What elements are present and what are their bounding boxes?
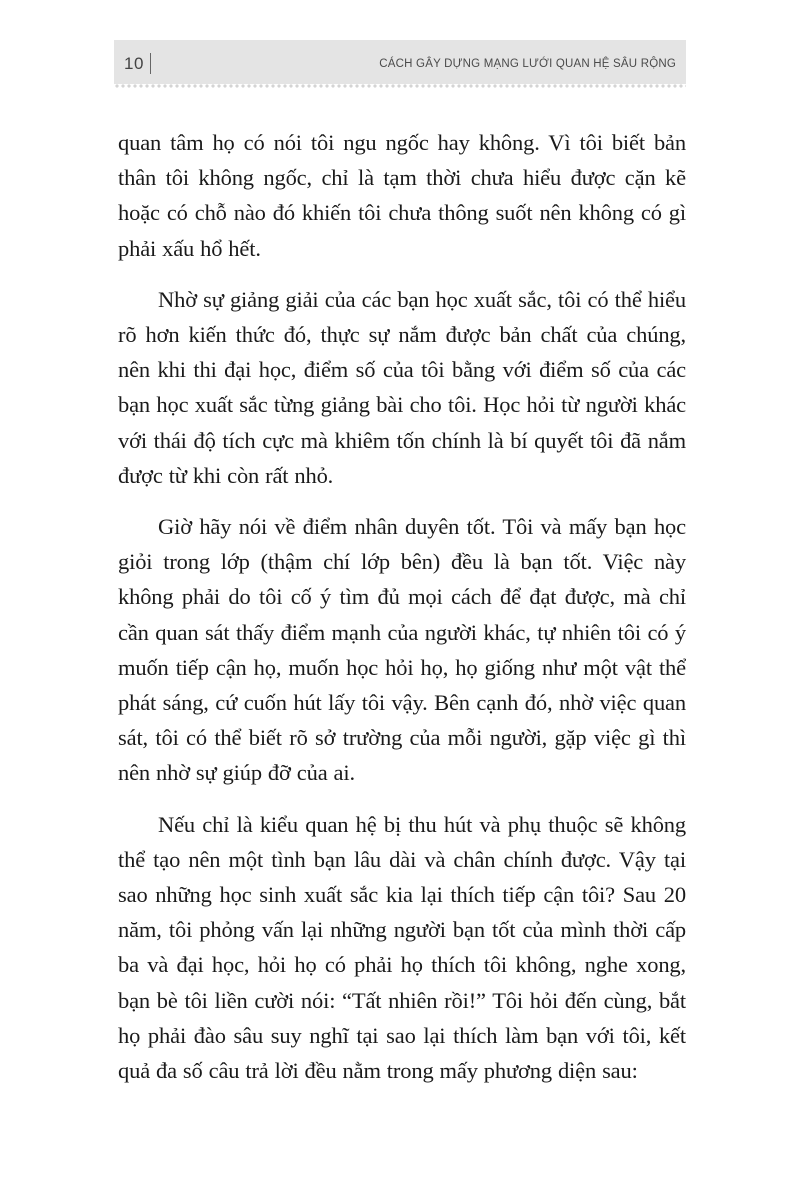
body-text (118, 125, 686, 1104)
paragraph-continuation: quan tâm họ có nói tôi ngu ngốc hay không. Vì tôi biết bản thân tôi không ngốc, chỉ là tạm thời chưa hiểu được cặn kẽ hoặc có chỗ nào đó khiến tôi chưa thông suốt nên không có gì phải xấu hổ hết. (118, 130, 686, 261)
header-dotted-border (114, 82, 686, 90)
page-number: 10 (124, 54, 144, 73)
paragraph: Nhờ sự giảng giải của các bạn học xuất sắc, tôi có thể hiểu rõ hơn kiến thức đó, thực sự nắm được bản chất của chúng, nên khi thi đại học, điểm số của tôi bằng với điểm số của các bạn học xuất sắc từng giảng bài cho tôi. Học hỏi từ người khác với thái độ tích cực mà khiêm tốn chính là bí quyết tôi đã nắm được từ khi còn rất nhỏ. (118, 286, 686, 488)
paragraph: Nếu chỉ là kiểu quan hệ bị thu hút và phụ thuộc sẽ không thể tạo nên một tình bạn lâu dài và chân chính được. Vậy tại sao những học sinh xuất sắc kia lại thích tiếp cận tôi? Sau 20 năm, tôi phỏng vấn lại những người bạn tốt của mình thời cấp ba và đại học, hỏi họ có phải họ thích tôi không, nghe xong, bạn bè tôi liền cười nói: “Tất nhiên rồi!” Tôi hỏi đến cùng, bắt họ phải đào sâu suy nghĩ tại sao lại thích làm bạn với tôi, kết quả đa số câu trả lời đều nằm trong mấy phương diện sau: (118, 811, 686, 1084)
paragraph: Giờ hãy nói về điểm nhân duyên tốt. Tôi và mấy bạn học giỏi trong lớp (thậm chí lớp bên) đều là bạn tốt. Việc này không phải do tôi cố ý tìm đủ mọi cách để đạt được, mà chỉ cần quan sát thấy điểm mạnh của người khác, tự nhiên tôi có ý muốn tiếp cận họ, muốn học hỏi họ, họ giống như một vật thể phát sáng, cứ cuốn hút lấy tôi vậy. Bên cạnh đó, nhờ việc quan sát, tôi có thể biết rõ sở trường của mỗi người, gặp việc gì thì nên nhờ sự giúp đỡ của ai. (118, 514, 686, 786)
running-header (114, 40, 686, 84)
running-title: CÁCH GÂY DỰNG MẠNG LƯỚI QUAN HỆ SÂU RỘNG (379, 58, 676, 70)
header-divider (150, 53, 151, 74)
